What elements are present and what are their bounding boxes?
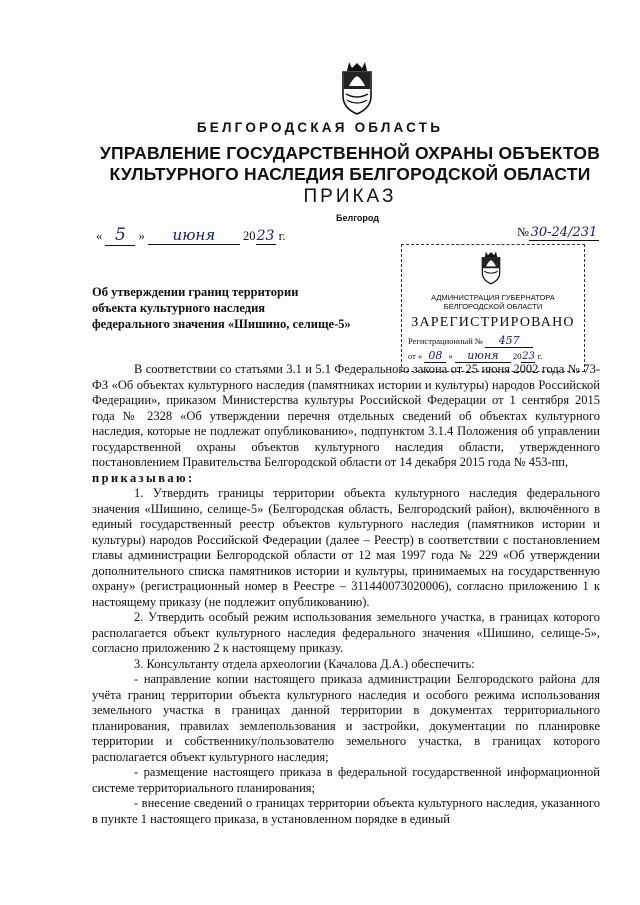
stamp-org-line1: АДМИНИСТРАЦИЯ ГУБЕРНАТОРА xyxy=(431,293,555,302)
stamp-organization xyxy=(402,293,584,311)
stamp-month: июня xyxy=(455,349,511,363)
document-type: ПРИКАЗ xyxy=(303,186,397,207)
agency-title-line1: УПРАВЛЕНИЕ ГОСУДАРСТВЕННОЙ ОХРАНЫ ОБЪЕКТОВ xyxy=(99,143,601,163)
coat-of-arms-icon xyxy=(335,58,379,116)
stamp-date xyxy=(408,349,542,363)
preamble-paragraph: В соответствии со статьями 3.1 и 5.1 Федерального закона от 25 июня 2002 года № 73-ФЗ «Об объектах культурного наследия (памятниках истории и культуры) народов Российской Федерации», приказом Министерства культуры Российской Федерации от 1 сентября 2015 года № 2328 «Об утверждении перечня отдельных сведений об объектах культурного наследия, которые не подлежат опубликованию», подпунктом 3.1.4 Положения об управлении государственной охраны объектов культурного наследия области, утвержденного постановлением Правительства Белгородской области от 14 декабря 2015 года № 453-пп, xyxy=(92,362,600,469)
stamp-year-suffix: 23 xyxy=(522,351,535,362)
order-number xyxy=(517,225,599,241)
date-close-quote: » xyxy=(138,229,145,243)
stamp-year-mark: г. xyxy=(537,351,543,361)
stamp-reg-value: 457 xyxy=(485,334,533,348)
order-subject xyxy=(92,284,392,332)
stamp-registered: ЗАРЕГИСТРИРОВАНО xyxy=(411,315,575,330)
stamp-reg-number xyxy=(408,334,533,348)
stamp-reg-label: Регистрационный № xyxy=(408,336,483,346)
city-label: Белгород xyxy=(336,213,379,223)
document-body xyxy=(92,362,600,827)
paragraph-3b: - размещение настоящего приказа в федеральной государственной информационной системе территориального планирования; xyxy=(92,765,600,795)
number-value: 30-24/231 xyxy=(530,225,598,240)
date-day: 5 xyxy=(105,225,135,246)
paragraph-3: 3. Консультанту отдела археологии (Качалова Д.А.) обеспечить: xyxy=(134,656,475,671)
subject-line2: объекта культурного наследия xyxy=(92,301,266,315)
subject-line3: федерального значения «Шишино, селище-5» xyxy=(92,317,351,331)
registration-stamp xyxy=(401,244,585,372)
paragraph-2: 2. Утвердить особый режим использования земельного участка, в границах которого располагается объект культурного наследия федерального значения «Шишино, селище-5», согласно приложению 2 к настоящему приказу. xyxy=(92,610,600,655)
order-word: приказываю: xyxy=(92,470,195,485)
stamp-date-prefix: от « xyxy=(408,351,423,361)
date-month: июня xyxy=(148,226,240,245)
stamp-emblem-icon xyxy=(477,249,505,285)
paragraph-3c: - внесение сведений о границах территории объекта культурного наследия, указанного в пункте 1 настоящего приказа, в установленном порядке в единый xyxy=(92,796,600,826)
stamp-year-prefix: 20 xyxy=(512,351,522,361)
date-open-quote: « xyxy=(96,229,103,243)
number-prefix: № xyxy=(517,225,529,239)
paragraph-1: 1. Утвердить границы территории объекта культурного наследия федерального значения «Шишино, селище-5» (Белгородская область, Белгородский район), включённого в единый государственный реестр объектов культурного наследия (памятников истории и культуры) народов Российской Федерации (далее – Реестр) в соответствии с постановлением главы администрации Белгородской области от 12 мая 1997 года № 229 «Об утверждении дополнительного списка памятников истории и культуры, принимаемых на государственную охрану» (регистрационный номер в Реестре – 311440073020006), согласно приложению 1 к настоящему приказу (не подлежит опубликованию). xyxy=(92,486,600,609)
date-year-prefix: 20 xyxy=(243,229,256,243)
stamp-day: 08 xyxy=(424,349,446,363)
paragraph-3a: - направление копии настоящего приказа администрации Белгородского района для учёта границ территории объекта культурного наследия и особого режима использования земельного участка в границах данной территории в документах территориального планирования, правилах землепользования и застройки, документации по планировке территории и собственнику/пользователю земельного участка, в границах которого располагается объект культурного наследия; xyxy=(92,672,600,764)
stamp-quote-close: » xyxy=(448,351,453,361)
agency-title-line2: КУЛЬТУРНОГО НАСЛЕДИЯ БЕЛГОРОДСКОЙ ОБЛАСТИ xyxy=(109,164,591,184)
subject-line1: Об утверждении границ территории xyxy=(92,285,299,299)
date-year-mark: г. xyxy=(278,229,286,243)
agency-title xyxy=(60,143,640,185)
date-year-suffix: 23 xyxy=(256,228,275,244)
order-date xyxy=(96,225,285,246)
region-title: БЕЛГОРОДСКАЯ ОБЛАСТЬ xyxy=(196,120,444,135)
stamp-org-line2: БЕЛГОРОДСКОЙ ОБЛАСТИ xyxy=(443,302,543,311)
